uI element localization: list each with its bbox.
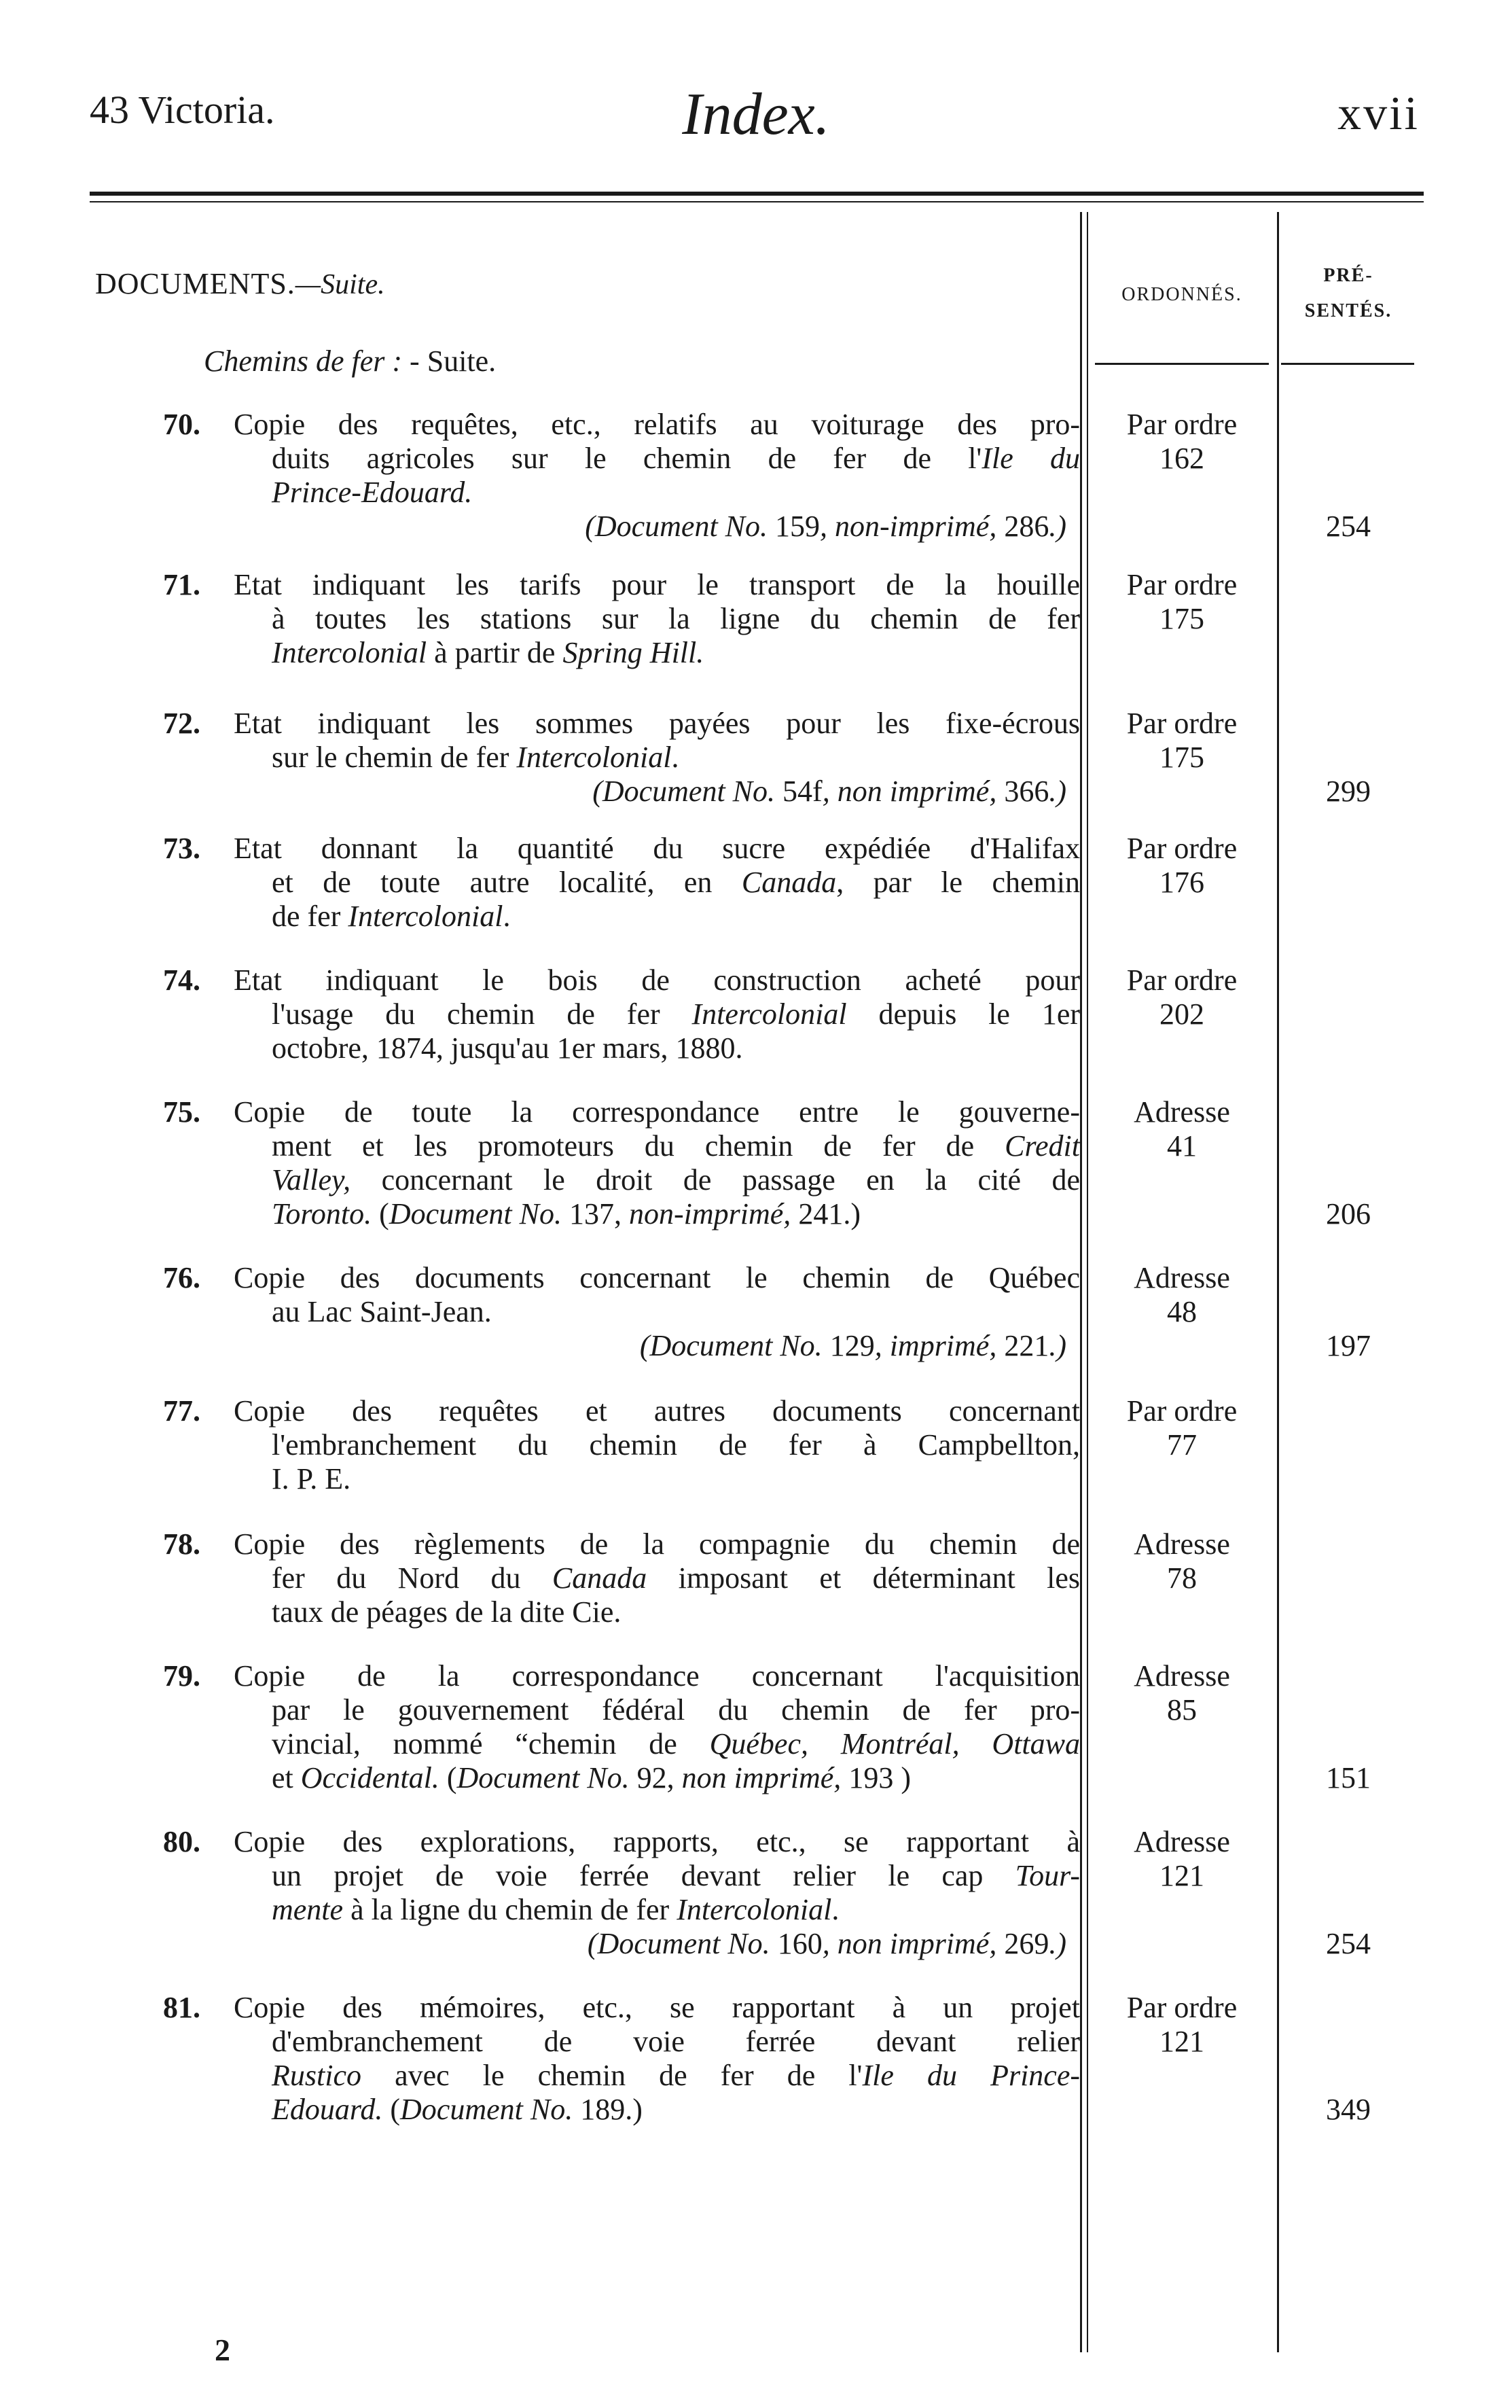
ordonnes-number: 77 [1167,1428,1197,1462]
entry-text-line: Copie des requêtes, etc., relatifs au voiturage des pro- [234,408,1080,441]
entry-number: 74. [163,963,200,997]
ordonnes-number: 41 [1167,1129,1197,1163]
ordonnes-type: Adresse [1134,1095,1230,1129]
ordonnes-cell [1090,408,1274,476]
index-entry [163,707,1080,809]
entry-text-line: Intercolonial à partir de Spring Hill. [272,636,704,669]
entry-text-line: Copie des mémoires, etc., se rapportant à un projet [234,1991,1080,2024]
index-entry [163,1659,1080,1795]
index-entry [163,963,1080,1065]
entry-text-line: Copie de la correspondance concernant l'acquisition [234,1659,1080,1693]
entry-number: 73. [163,832,200,865]
entry-text-line: Etat donnant la quantité du sucre expédiée d'Halifax [234,832,1080,865]
ordonnes-type: Par ordre [1126,1394,1238,1428]
entry-text-line: Rustico avec le chemin de fer de l'Ile du Prince- [272,2059,1081,2092]
column-header-underline [1095,363,1269,365]
ordonnes-number: 48 [1167,1295,1197,1328]
entry-text-line: duits agricoles sur le chemin de fer de l'Ile du [272,442,1081,475]
presentes-cell: 151 [1326,1761,1371,1794]
entry-text-line: Copie des documents concernant le chemin de Québec [234,1261,1080,1294]
document-reference: (Document No. 129, imprimé, 221.) [639,1329,1066,1362]
entry-text-line: et de toute autre localité, en Canada, par le chemin [272,866,1080,899]
ordonnes-cell [1090,707,1274,775]
ordonnes-number: 176 [1159,866,1204,899]
entry-text-line: Copie des requêtes et autres documents concernant [234,1394,1080,1428]
entry-text-line: à toutes les stations sur la ligne du chemin de fer [272,602,1080,635]
column-divider-left [1080,212,1082,2352]
index-entry [163,1527,1080,1629]
section-suite: —Suite. [295,269,385,300]
ordonnes-cell [1090,1825,1274,1893]
running-head-left: 43 Victoria. [90,88,275,132]
document-reference: (Document No. 54f, non imprimé, 366.) [592,775,1066,808]
entry-text-line: au Lac Saint-Jean. [272,1295,492,1328]
ordonnes-number: 175 [1159,741,1204,774]
entry-number: 80. [163,1825,200,1858]
entry-text-line: Prince-Edouard. [272,476,473,509]
entry-text-line: Etat indiquant le bois de construction acheté pour [234,963,1080,997]
ordonnes-number: 175 [1159,602,1204,635]
index-entry [163,408,1080,544]
entry-text-line: un projet de voie ferrée devant relier le cap Tour- [272,1859,1080,1892]
entry-text-line: sur le chemin de fer Intercolonial. [272,741,679,774]
entry-number: 81. [163,1991,200,2024]
entry-number: 76. [163,1261,200,1294]
presentes-cell: 197 [1326,1329,1371,1362]
entry-text-line: par le gouvernement fédéral du chemin de fer pro- [272,1693,1080,1727]
ordonnes-type: Adresse [1134,1825,1230,1858]
entry-number: 79. [163,1659,200,1693]
entry-text-line: Toronto. (Document No. 137, non-imprimé, 241.) [272,1197,861,1230]
index-entry [163,1394,1080,1496]
ordonnes-number: 78 [1167,1561,1197,1595]
subsection-title-italic: Chemins de fer : - [204,344,420,378]
entry-text-line: taux de péages de la dite Cie. [272,1595,622,1629]
presentes-cell: 299 [1326,775,1371,808]
column-header-presentes [1280,258,1417,329]
ordonnes-cell [1090,1394,1274,1462]
header-rule-thin [90,201,1424,202]
column-header-underline [1281,363,1414,365]
entry-text-line: I. P. E. [272,1462,351,1495]
ordonnes-type: Par ordre [1126,568,1238,601]
column-header-ordonnes: ORDONNÉS. [1121,284,1242,305]
entry-number: 70. [163,408,200,441]
index-entry [163,1261,1080,1363]
entry-number: 77. [163,1394,200,1428]
presentes-cell: 254 [1326,510,1371,543]
index-entry [163,568,1080,670]
ordonnes-cell [1090,1095,1274,1163]
running-head-title: Index. [682,82,830,147]
index-entry [163,832,1080,934]
entry-text-line: fer du Nord du Canada imposant et déterminant les [272,1561,1080,1595]
presentes-cell: 254 [1326,1927,1371,1960]
entry-text-line: Copie de toute la correspondance entre le gouverne- [234,1095,1080,1129]
ordonnes-type: Adresse [1134,1261,1230,1294]
entry-text-line: vincial, nommé “chemin de Québec, Montréal, Ottawa [272,1727,1080,1760]
entry-text-line: de fer Intercolonial. [272,900,511,933]
column-divider-left-double [1087,212,1088,2352]
index-entry [163,1991,1080,2127]
presentes-cell: 206 [1326,1197,1371,1230]
entry-number: 72. [163,707,200,740]
entry-text-line: Copie des règlements de la compagnie du chemin de [234,1527,1080,1561]
subsection-suite: Suite. [419,344,497,378]
entry-text-line: Edouard. (Document No. 189.) [272,2093,643,2126]
ordonnes-type: Adresse [1134,1659,1230,1693]
ordonnes-cell [1090,1527,1274,1595]
signature-mark: 2 [215,2333,230,2367]
ordonnes-cell [1090,568,1274,636]
entry-number: 75. [163,1095,200,1129]
column-divider-right [1277,212,1279,2352]
section-title-text: DOCUMENTS. [95,267,295,300]
ordonnes-cell [1090,963,1274,1031]
entry-text-line: et Occidental. (Document No. 92, non imprimé, 193 ) [272,1761,911,1794]
index-entry [163,1095,1080,1231]
entry-text-line: l'usage du chemin de fer Intercolonial depuis le 1er [272,997,1080,1031]
document-reference: (Document No. 160, non imprimé, 269.) [587,1927,1066,1960]
entry-text-line: l'embranchement du chemin de fer à Campbellton, [272,1428,1080,1462]
ordonnes-cell [1090,1261,1274,1329]
entry-text-line: ment et les promoteurs du chemin de fer de Credit [272,1129,1080,1163]
document-reference: (Document No. 159, non-imprimé, 286.) [585,510,1066,543]
entry-text-line: mente à la ligne du chemin de fer Intercolonial. [272,1893,840,1926]
subsection-title [204,344,496,378]
entry-text-line: d'embranchement de voie ferrée devant relier [272,2025,1080,2058]
ordonnes-type: Par ordre [1126,707,1238,740]
entry-text-line: Etat indiquant les tarifs pour le transport de la houille [234,568,1080,601]
ordonnes-number: 162 [1159,442,1204,475]
section-title [95,266,385,301]
entry-text-line: Copie des explorations, rapports, etc., se rapportant à [234,1825,1080,1858]
header-rule [90,192,1424,196]
ordonnes-type: Par ordre [1126,963,1238,997]
ordonnes-number: 121 [1159,2025,1204,2058]
ordonnes-cell [1090,1991,1274,2059]
entry-number: 71. [163,568,200,601]
entry-text-line: octobre, 1874, jusqu'au 1er mars, 1880. [272,1031,743,1065]
ordonnes-type: Adresse [1134,1527,1230,1561]
ordonnes-type: Par ordre [1126,408,1238,441]
page-number-roman: xvii [1337,88,1420,140]
entry-text-line: Etat indiquant les sommes payées pour les fixe-écrous [234,707,1080,740]
ordonnes-type: Par ordre [1126,1991,1238,2024]
presentes-cell: 349 [1326,2093,1371,2126]
ordonnes-cell [1090,832,1274,900]
ordonnes-number: 202 [1159,997,1204,1031]
ordonnes-type: Par ordre [1126,832,1238,865]
entry-text-line: Valley, concernant le droit de passage en la cité de [272,1163,1080,1197]
ordonnes-number: 85 [1167,1693,1197,1727]
column-header-presentes-line2: SENTÉS. [1304,300,1392,321]
ordonnes-cell [1090,1659,1274,1727]
index-entry [163,1825,1080,1961]
ordonnes-number: 121 [1159,1859,1204,1892]
column-header-presentes-line1: PRÉ- [1323,265,1373,286]
entry-number: 78. [163,1527,200,1561]
